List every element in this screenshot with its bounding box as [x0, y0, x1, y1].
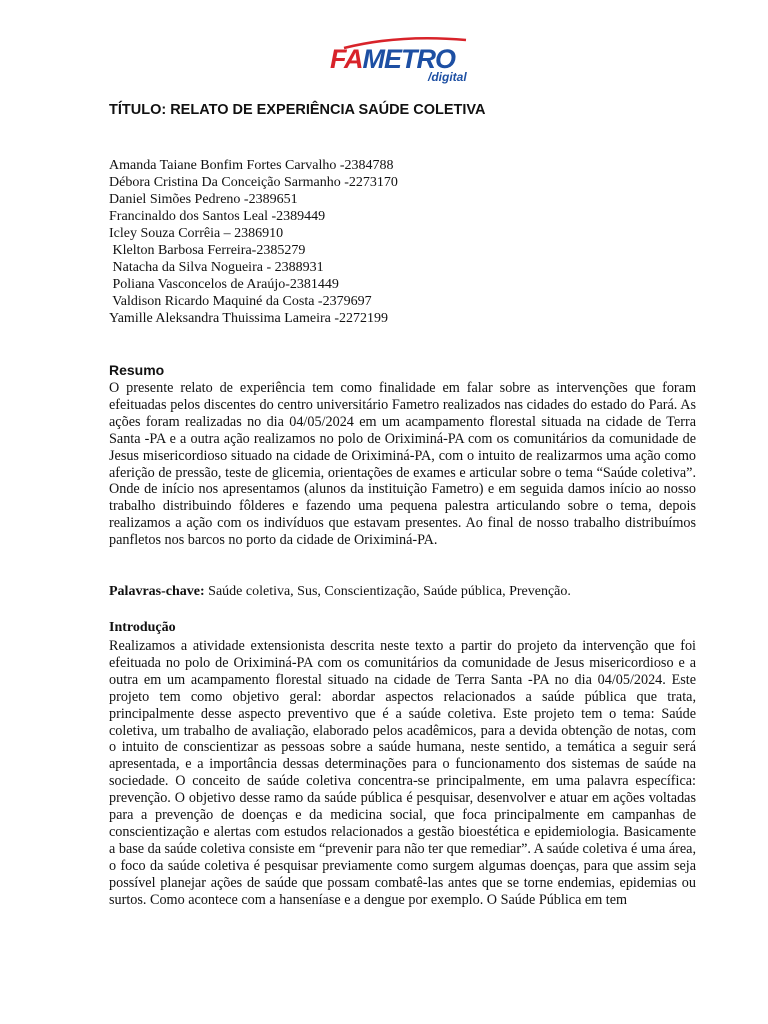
logo-subtitle: /digital — [428, 70, 467, 84]
author-entry: Poliana Vasconcelos de Araújo-2381449 — [109, 277, 339, 292]
author-entry: Icley Souza Corrêia – 2386910 — [109, 226, 284, 241]
author-entry: Amanda Taiane Bonfim Fortes Carvalho -2384788 — [109, 158, 394, 173]
keywords-text: Saúde coletiva, Sus, Conscientização, Saúde pública, Prevenção. — [204, 584, 571, 599]
author-entry: Francinaldo dos Santos Leal -2389449 — [109, 209, 326, 224]
author-entry: Valdison Ricardo Maquiné da Costa -2379697 — [109, 294, 372, 309]
author-entry: Natacha da Silva Nogueira - 2388931 — [109, 260, 324, 275]
introducao-paragraph: Realizamos a atividade extensionista descrita neste texto a partir do projeto da intervenção que foi efeituada no polo de Oriximiná-PA com os comunitários da comunidade de Jesus misericordioso e a outra em um acampamento florestal situado na cidade de Terra Santa -PA no dia 04/05/2024. Este projeto tem como objetivo geral: abordar aspectos relacionados a saúde pública que trata, principalmente desse aspecto preventivo que é a saúde coletiva. Este projeto tem o tema: Saúde coletiva, um trabalho de avaliação, elaborado pelos acadêmicos, para a devida obtenção de notas, com o intuito de conscientizar as pessoas sobre a saúde humana, neste sentido, a temática a seguir será apresentada, e a importância dessas determinações para o funcionamento dos sistemas de saúde na sociedade. O conceito de saúde coletiva concentra-se principalmente, em uma palavra específica: prevenção. O objetivo desse ramo da saúde pública é pesquisar, desenvolver e atuar em ações voltadas para a prevenção de doenças e da medicina social, que foca principalmente em campanhas de conscientização e alertas com estudos relacionados a gestão bioestética e epidemiologia. Basicamente a base da saúde coletiva consiste em “prevenir para não ter que remediar”. A saúde coletiva é uma área, o foco da saúde coletiva é pesquisar previamente como surgem algumas doenças, para que assim seja possível planejar ações de saúde que possam combatê-las antes que se torne endemias, epidemias ou surtos. Como acontece com a hanseníase e a dengue por exemplo. O Saúde Pública em tem — [109, 638, 696, 908]
author-entry: Klelton Barbosa Ferreira-2385279 — [109, 243, 306, 258]
author-list — [109, 157, 398, 327]
logo-wordmark-red: FA — [330, 44, 363, 74]
keywords-label: Palavras-chave: — [109, 584, 205, 599]
introducao-heading: Introdução — [109, 620, 176, 635]
document-title: TÍTULO: RELATO DE EXPERIÊNCIA SAÚDE COLETIVA — [109, 102, 486, 118]
keywords-line — [109, 584, 571, 600]
author-entry: Débora Cristina Da Conceição Sarmanho -2273170 — [109, 175, 398, 190]
logo-wordmark-blue: METRO — [362, 44, 456, 74]
author-entry: Daniel Simões Pedreno -2389651 — [109, 192, 298, 207]
resumo-paragraph: O presente relato de experiência tem como finalidade em falar sobre as intervenções que foram efeituadas pelos discentes do centro universitário Fametro realizados nas cidades do estado do Pará. As ações foram realizadas no dia 04/05/2024 em um acampamento florestal situada na cidade de Terra Santa -PA e a outra ação realizamos no polo de Oriximiná-PA com os comunitários da comunidade de Jesus misericordioso situado na cidade de Oriximiná-PA, com o intuito de realizarmos uma ação como aferição de pressão, teste de glicemia, orientações de exames e articular sobre o tema “Saúde coletiva”. Onde de início nos apresentamos (alunos da instituição Fametro) e em seguida damos início ao nosso trabalho distribuindo fôlderes e fazendo uma pequena palestra articulando sobre o tema, depois realizamos a ação com os indivíduos que estavam presentes. Ao final de nosso trabalho distribuímos panfletos nos barcos no porto da cidade de Oriximiná-PA. — [109, 380, 696, 549]
resumo-heading: Resumo — [109, 362, 165, 378]
author-entry: Yamille Aleksandra Thuissima Lameira -2272199 — [109, 311, 389, 326]
fametro-digital-logo — [330, 44, 476, 86]
